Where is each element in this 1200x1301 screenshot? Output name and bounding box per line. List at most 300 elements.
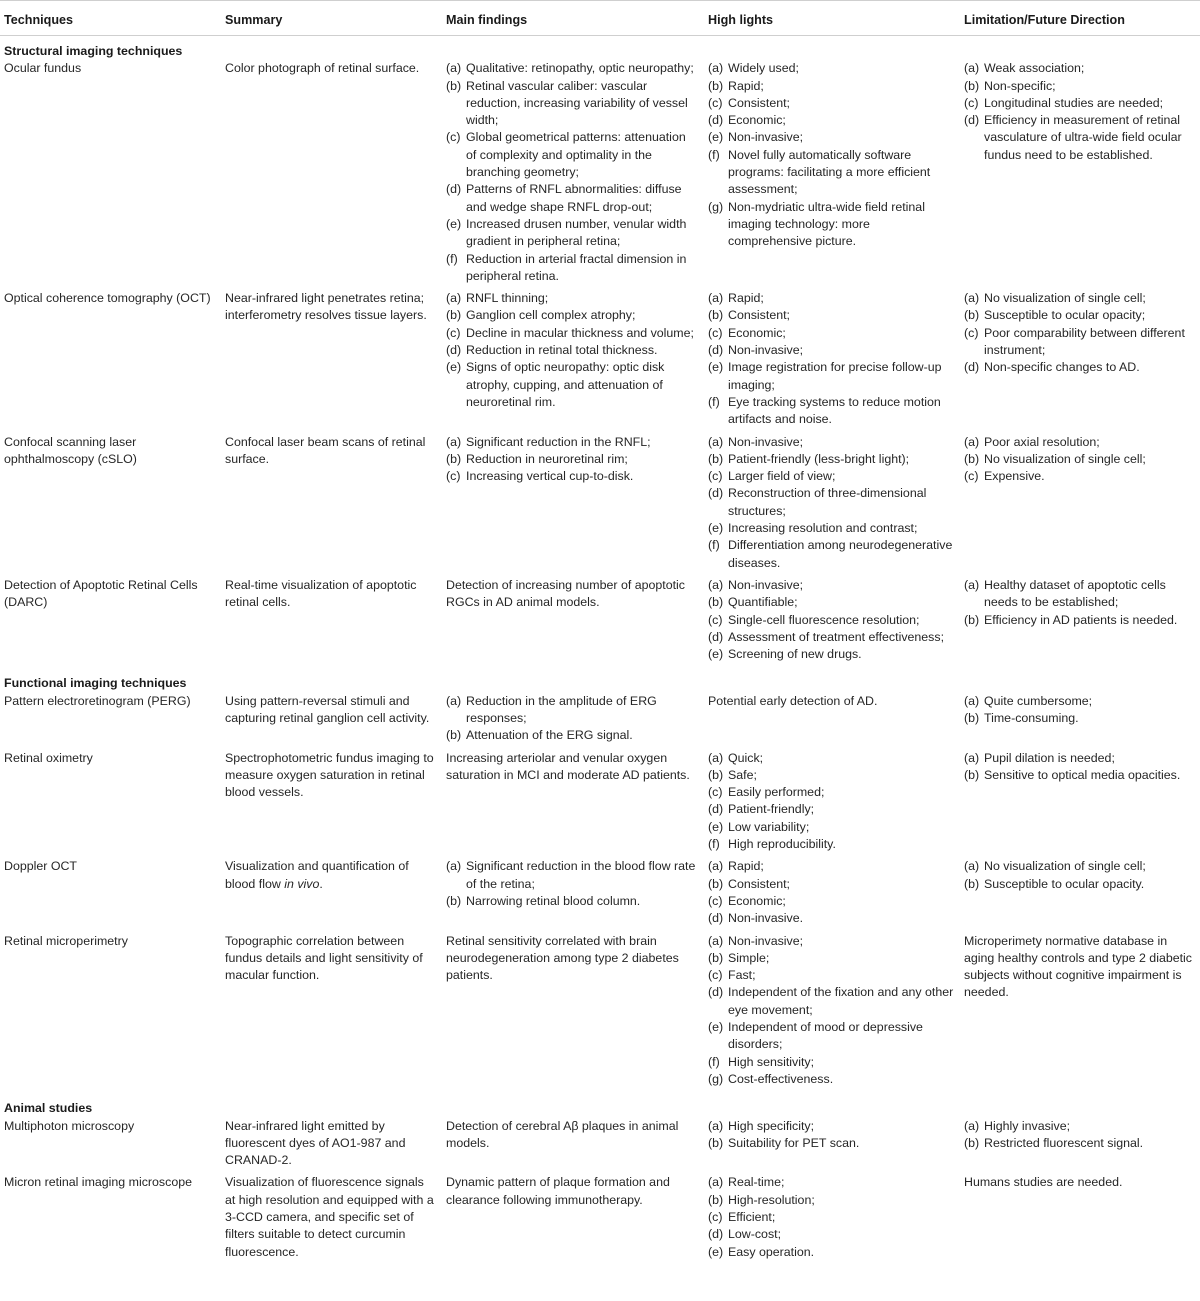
highlights-cell — [704, 1174, 960, 1265]
list-item-text: Non-mydriatic ultra-wide field retinal imaging technology: more comprehensive picture. — [728, 199, 925, 249]
list-item — [446, 129, 698, 181]
list-item-text: Patient-friendly (less-bright light); — [728, 451, 910, 466]
summary-cell-text: Topographic correlation between fundus details and light sensitivity of macular function. — [225, 933, 423, 983]
highlights-cell — [704, 60, 960, 290]
limitations-cell — [960, 434, 1200, 577]
list-item-marker: (f) — [708, 147, 720, 162]
technique-cell — [0, 858, 221, 932]
list-item-text: Eye tracking systems to reduce motion artifacts and noise. — [728, 394, 941, 427]
list-item-marker: (c) — [708, 893, 723, 908]
list-item — [964, 858, 1194, 875]
list-item-marker: (b) — [446, 728, 462, 743]
highlights-cell — [704, 858, 960, 932]
list-item-text: Qualitative: retinopathy, optic neuropathy; — [466, 61, 694, 76]
technique-cell — [0, 60, 221, 290]
list-item-text: Susceptible to ocular opacity; — [984, 308, 1146, 323]
limitations-cell-text: Humans studies are needed. — [964, 1175, 1123, 1190]
list-item — [708, 112, 954, 129]
table-body — [0, 36, 1200, 1266]
list-item-marker: (f) — [446, 251, 458, 266]
list-item — [446, 60, 698, 77]
highlights-cell — [704, 933, 960, 1094]
list-item-marker: (b) — [964, 78, 980, 93]
highlights-cell-list — [708, 290, 954, 428]
list-item-marker: (b) — [708, 451, 724, 466]
list-item — [964, 577, 1194, 612]
column-header-limitations: Limitation/Future Direction — [960, 1, 1200, 36]
list-item-marker: (a) — [708, 291, 724, 306]
list-item-text: Attenuation of the ERG signal. — [466, 728, 633, 743]
list-item — [708, 434, 954, 451]
list-item-marker: (e) — [708, 360, 724, 375]
summary-cell-text: Confocal laser beam scans of retinal surface. — [225, 434, 426, 466]
list-item — [708, 95, 954, 112]
column-header-main-findings: Main findings — [442, 1, 704, 36]
summary-cell-text: Visualization of fluorescence signals at high resolution and equipped with a 3-CCD camera, and specific set of filters suitable to detect curcumin fluorescence. — [225, 1175, 434, 1259]
list-item — [708, 129, 954, 146]
list-item — [708, 1192, 954, 1209]
list-item-text: Consistent; — [728, 308, 790, 323]
list-item-text: Non-invasive; — [728, 577, 804, 592]
highlights-cell-list — [708, 577, 954, 663]
list-item-text: Differentiation among neurodegenerative diseases. — [728, 538, 953, 570]
list-item-text: Easy operation. — [728, 1244, 815, 1259]
list-item — [708, 1019, 954, 1054]
column-header-highlights: High lights — [704, 1, 960, 36]
list-item-text: Image registration for precise follow-up imaging; — [728, 360, 942, 392]
highlights-cell — [704, 290, 960, 433]
list-item-text: Independent of mood or depressive disorders; — [728, 1020, 923, 1052]
list-item-text: Healthy dataset of apoptotic cells needs to be established; — [984, 577, 1166, 610]
list-item — [708, 612, 954, 629]
list-item-text: Non-invasive; — [728, 933, 804, 948]
technique-cell-text: Ocular fundus — [4, 61, 82, 76]
section-heading: Structural imaging techniques — [4, 44, 183, 58]
list-item-marker: (b) — [964, 710, 980, 725]
technique-cell-text: Optical coherence tomography (OCT) — [4, 291, 211, 306]
list-item-marker: (a) — [964, 1118, 980, 1133]
list-item — [964, 95, 1194, 112]
list-item — [708, 1209, 954, 1226]
highlights-cell-list — [708, 434, 954, 572]
table-row-retinal-microperimetry — [0, 933, 1200, 1094]
list-item — [964, 1118, 1194, 1135]
list-item-text: Efficiency in AD patients is needed. — [984, 612, 1178, 627]
list-item — [964, 710, 1194, 727]
limitations-cell — [960, 577, 1200, 668]
list-item-marker: (b) — [708, 595, 724, 610]
list-item — [964, 290, 1194, 307]
list-item-marker: (a) — [964, 859, 980, 874]
list-item-text: High reproducibility. — [728, 837, 836, 852]
technique-cell-text: Retinal microperimetry — [4, 933, 128, 948]
list-item-marker: (d) — [708, 113, 724, 128]
list-item — [708, 858, 954, 875]
summary-cell — [221, 434, 442, 577]
list-item-marker: (b) — [964, 876, 980, 891]
list-item-text: Patterns of RNFL abnormalities: diffuse and wedge shape RNFL drop-out; — [466, 182, 682, 214]
list-item-marker: (c) — [964, 469, 979, 484]
section-heading: Functional imaging techniques — [4, 676, 187, 691]
technique-cell-text: Multiphoton microscopy — [4, 1118, 135, 1133]
list-item — [446, 468, 698, 485]
list-item — [446, 216, 698, 251]
list-item-text: No visualization of single cell; — [984, 291, 1146, 306]
list-item-marker: (b) — [446, 308, 462, 323]
table-row-multiphoton-microscopy — [0, 1118, 1200, 1175]
list-item-text: Widely used; — [728, 61, 799, 76]
list-item-text: Efficient; — [728, 1210, 776, 1224]
list-item — [446, 434, 698, 451]
limitations-cell-list — [964, 60, 1194, 164]
list-item — [446, 451, 698, 468]
technique-cell-text: Retinal oximetry — [4, 750, 93, 765]
limitations-cell-list — [964, 434, 1194, 486]
list-item-marker: (g) — [708, 1071, 724, 1086]
list-item-marker: (f) — [708, 837, 720, 852]
list-item-marker: (c) — [708, 968, 723, 983]
list-item-text: Reduction in arterial fractal dimension in peripheral retina. — [466, 251, 687, 283]
list-item-marker: (a) — [964, 434, 980, 449]
main-findings-cell-list — [446, 693, 698, 745]
list-item-text: Suitability for PET scan. — [728, 1135, 860, 1150]
list-item — [708, 1135, 954, 1152]
list-item-marker: (e) — [446, 360, 462, 375]
list-item — [708, 485, 954, 520]
list-item-marker: (c) — [708, 469, 723, 484]
list-item — [708, 577, 954, 594]
list-item-text: Reduction in neuroretinal rim; — [466, 451, 628, 466]
list-item — [708, 1174, 954, 1191]
list-item-text: Increasing vertical cup-to-disk. — [466, 469, 634, 484]
highlights-cell-list — [708, 1174, 954, 1260]
list-item-marker: (a) — [446, 61, 462, 76]
list-item-text: Patient-friendly; — [728, 802, 815, 817]
list-item — [708, 629, 954, 646]
highlights-cell-list — [708, 750, 954, 854]
main-findings-cell-text: Dynamic pattern of plaque formation and clearance following immunotherapy. — [446, 1175, 670, 1207]
list-item — [708, 767, 954, 784]
list-item-text: Increasing resolution and contrast; — [728, 521, 918, 536]
limitations-cell-text: Microperimety normative database in aging healthy controls and type 2 diabetic subjects without cognitive impairment is needed. — [964, 933, 1193, 1000]
list-item-marker: (a) — [708, 61, 724, 76]
column-header-summary: Summary — [221, 1, 442, 36]
technique-cell — [0, 693, 221, 750]
list-item — [708, 933, 954, 950]
list-item-text: Non-invasive; — [728, 434, 804, 449]
list-item — [708, 836, 954, 853]
list-item-text: Non-invasive; — [728, 343, 804, 358]
list-item-text: Low variability; — [728, 819, 810, 834]
summary-cell — [221, 1174, 442, 1265]
list-item-text: Real-time; — [728, 1175, 785, 1190]
list-item-text: Pupil dilation is needed; — [984, 750, 1115, 765]
summary-cell-text: Color photograph of retinal surface. — [225, 61, 420, 76]
list-item-marker: (d) — [708, 1227, 724, 1242]
limitations-cell-list — [964, 1118, 1194, 1153]
list-item — [708, 537, 954, 572]
section-row — [0, 1093, 1200, 1117]
technique-cell-text: Detection of Apoptotic Retinal Cells (DARC) — [4, 577, 198, 610]
list-item — [964, 78, 1194, 95]
list-item — [708, 359, 954, 394]
highlights-cell — [704, 577, 960, 668]
summary-end: . — [319, 876, 323, 891]
highlights-cell-list — [708, 60, 954, 250]
list-item — [446, 727, 698, 744]
list-item-marker: (d) — [708, 629, 724, 644]
highlights-cell — [704, 693, 960, 750]
list-item — [446, 307, 698, 324]
main-findings-cell-list — [446, 290, 698, 411]
list-item — [708, 876, 954, 893]
list-item — [964, 876, 1194, 893]
list-item — [708, 967, 954, 984]
list-item-marker: (d) — [964, 113, 980, 128]
list-item — [446, 325, 698, 342]
list-item — [708, 1118, 954, 1135]
list-item — [964, 767, 1194, 784]
limitations-cell — [960, 1174, 1200, 1265]
limitations-cell-list — [964, 577, 1194, 629]
main-findings-cell-text: Detection of cerebral Aβ plaques in animal models. — [446, 1118, 679, 1150]
list-item-marker: (c) — [446, 130, 461, 145]
list-item-marker: (d) — [708, 985, 724, 1000]
list-item-text: Decline in macular thickness and volume; — [466, 325, 694, 340]
list-item-text: Poor axial resolution; — [984, 434, 1100, 449]
list-item-marker: (a) — [446, 291, 462, 306]
table-row-optical-coherence-tomography-oct — [0, 290, 1200, 433]
list-item — [446, 181, 698, 216]
column-header-techniques: Techniques — [0, 1, 221, 36]
main-findings-cell — [442, 693, 704, 750]
list-item-text: Non-invasive; — [728, 130, 804, 145]
summary-cell-text: Spectrophotometric fundus imaging to measure oxygen saturation in retinal blood vessels. — [225, 750, 434, 800]
list-item-text: No visualization of single cell; — [984, 451, 1146, 466]
main-findings-cell — [442, 434, 704, 577]
list-item-text: Increased drusen number, venular width gradient in peripheral retina; — [466, 216, 687, 249]
list-item-text: Longitudinal studies are needed; — [984, 95, 1164, 110]
list-item-marker: (b) — [964, 612, 980, 627]
list-item-marker: (b) — [708, 78, 724, 93]
list-item — [708, 394, 954, 429]
list-item-text: Retinal vascular caliber: vascular reduction, increasing variability of vessel width; — [466, 78, 688, 128]
list-item — [708, 325, 954, 342]
main-findings-cell-text: Detection of increasing number of apoptotic RGCs in AD animal models. — [446, 577, 686, 610]
list-item-marker: (e) — [708, 819, 724, 834]
technique-cell — [0, 933, 221, 1094]
list-item — [708, 290, 954, 307]
technique-cell-text: Pattern electroretinogram (PERG) — [4, 693, 191, 708]
table-row-retinal-oximetry — [0, 750, 1200, 859]
summary-cell — [221, 60, 442, 290]
list-item-marker: (f) — [708, 538, 720, 553]
list-item — [708, 1244, 954, 1261]
main-findings-cell — [442, 858, 704, 932]
list-item — [708, 984, 954, 1019]
list-item-marker: (c) — [964, 325, 979, 340]
main-findings-cell — [442, 1174, 704, 1265]
list-item — [446, 893, 698, 910]
list-item — [964, 468, 1194, 485]
limitations-cell-list — [964, 290, 1194, 376]
list-item — [708, 451, 954, 468]
highlights-cell-list — [708, 1118, 954, 1153]
technique-cell — [0, 1174, 221, 1265]
list-item-text: Reduction in the amplitude of ERG responses; — [466, 693, 657, 725]
list-item-text: Sensitive to optical media opacities. — [984, 767, 1181, 782]
list-item-text: Weak association; — [984, 61, 1085, 76]
list-item-text: Safe; — [728, 767, 757, 782]
list-item-text: Assessment of treatment effectiveness; — [728, 629, 945, 644]
technique-cell-text: Confocal scanning laser ophthalmoscopy (cSLO) — [4, 434, 137, 466]
list-item — [446, 251, 698, 286]
list-item-marker: (e) — [708, 521, 724, 536]
list-item — [964, 451, 1194, 468]
list-item-marker: (a) — [964, 291, 980, 306]
list-item-text: High specificity; — [728, 1118, 815, 1133]
list-item — [964, 307, 1194, 324]
technique-cell-text: Doppler OCT — [4, 859, 77, 874]
list-item-marker: (a) — [708, 750, 724, 765]
table-row-ocular-fundus — [0, 60, 1200, 290]
list-item — [708, 1054, 954, 1071]
list-item — [964, 1135, 1194, 1152]
list-item — [708, 60, 954, 77]
list-item-text: Rapid; — [728, 78, 764, 93]
list-item — [964, 693, 1194, 710]
limitations-cell-list — [964, 693, 1194, 728]
summary-cell — [221, 693, 442, 750]
list-item-marker: (a) — [964, 750, 980, 765]
list-item-marker: (a) — [446, 859, 462, 874]
technique-cell — [0, 290, 221, 433]
technique-cell-text: Micron retinal imaging microscope — [4, 1175, 192, 1190]
list-item-marker: (c) — [964, 95, 979, 110]
list-item-text: Fast; — [728, 968, 756, 983]
limitations-cell — [960, 933, 1200, 1094]
list-item — [446, 290, 698, 307]
list-item — [446, 858, 698, 893]
list-item-text: High sensitivity; — [728, 1054, 815, 1069]
list-item-text: Cost-effectiveness. — [728, 1071, 834, 1086]
list-item-text: Expensive. — [984, 469, 1045, 484]
limitations-cell-list — [964, 858, 1194, 893]
list-item-text: Screening of new drugs. — [728, 647, 862, 662]
list-item-marker: (b) — [964, 767, 980, 782]
summary-cell-text: Near-infrared light emitted by fluorescent dyes of AO1-987 and CRANAD-2. — [225, 1118, 406, 1168]
list-item-marker: (e) — [708, 647, 724, 662]
list-item-text: Economic; — [728, 893, 786, 908]
main-findings-cell-text: Increasing arteriolar and venular oxygen saturation in MCI and moderate AD patients. — [446, 750, 690, 782]
main-findings-cell — [442, 933, 704, 1094]
list-item — [708, 1226, 954, 1243]
limitations-cell — [960, 290, 1200, 433]
list-item-text: Rapid; — [728, 859, 764, 874]
list-item-marker: (b) — [708, 767, 724, 782]
list-item-marker: (c) — [708, 785, 723, 800]
list-item-text: Simple; — [728, 950, 770, 965]
list-item-text: Reduction in retinal total thickness. — [466, 343, 658, 358]
list-item-text: Independent of the fixation and any other eye movement; — [728, 985, 954, 1017]
technique-cell — [0, 750, 221, 859]
list-item-marker: (a) — [446, 693, 462, 708]
list-item — [964, 434, 1194, 451]
list-item-marker: (a) — [708, 434, 724, 449]
list-item-text: Single-cell fluorescence resolution; — [728, 612, 920, 627]
technique-cell — [0, 434, 221, 577]
list-item — [708, 646, 954, 663]
list-item-marker: (d) — [964, 360, 980, 375]
list-item-text: Consistent; — [728, 876, 790, 891]
list-item — [708, 307, 954, 324]
list-item-text: Reconstruction of three-dimensional structures; — [728, 486, 927, 518]
list-item — [708, 784, 954, 801]
list-item-marker: (a) — [446, 434, 462, 449]
list-item-text: Narrowing retinal blood column. — [466, 893, 641, 908]
list-item — [964, 750, 1194, 767]
list-item — [708, 819, 954, 836]
list-item-marker: (c) — [708, 95, 723, 110]
main-findings-cell-text: Retinal sensitivity correlated with brain neurodegeneration among type 2 diabetes patients. — [446, 933, 679, 983]
list-item-text: Economic; — [728, 113, 786, 128]
list-item-marker: (g) — [708, 199, 724, 214]
summary-cell-text: Near-infrared light penetrates retina; interferometry resolves tissue layers. — [225, 291, 427, 323]
highlights-cell-list — [708, 858, 954, 927]
list-item-marker: (c) — [446, 325, 461, 340]
list-item-marker: (c) — [446, 469, 461, 484]
summary-cell — [221, 290, 442, 433]
list-item-marker: (c) — [708, 325, 723, 340]
list-item-marker: (b) — [446, 451, 462, 466]
table-row-detection-of-apoptotic-retinal-cells-dar — [0, 577, 1200, 668]
list-item-text: Efficiency in measurement of retinal vasculature of ultra-wide field ocular fundus need to be established. — [984, 113, 1182, 162]
list-item-text: Consistent; — [728, 95, 790, 110]
list-item-marker: (e) — [708, 1244, 724, 1259]
list-item-marker: (c) — [708, 1210, 723, 1224]
main-findings-cell-list — [446, 858, 698, 910]
list-item — [708, 78, 954, 95]
list-item-marker: (b) — [446, 78, 462, 93]
table-header — [0, 1, 1200, 36]
highlights-cell-list — [708, 933, 954, 1089]
main-findings-cell — [442, 750, 704, 859]
list-item — [708, 910, 954, 927]
main-findings-cell — [442, 290, 704, 433]
list-item-marker: (b) — [708, 1135, 724, 1150]
list-item — [446, 78, 698, 130]
table-row-micron-retinal-imaging-microscope — [0, 1174, 1200, 1265]
list-item-text: Easily performed; — [728, 785, 825, 800]
highlights-cell-text: Potential early detection of AD. — [708, 693, 878, 708]
list-item — [964, 112, 1194, 164]
list-item-text: Rapid; — [728, 291, 764, 306]
summary-cell — [221, 858, 442, 932]
highlights-cell — [704, 1118, 960, 1175]
list-item-marker: (a) — [708, 933, 724, 948]
technique-cell — [0, 577, 221, 668]
main-findings-cell — [442, 577, 704, 668]
table-row-doppler-oct — [0, 858, 1200, 932]
list-item — [708, 342, 954, 359]
limitations-cell — [960, 1118, 1200, 1175]
list-item-marker: (a) — [964, 577, 980, 592]
list-item-marker: (a) — [708, 859, 724, 874]
limitations-cell — [960, 750, 1200, 859]
list-item-text: Highly invasive; — [984, 1118, 1071, 1133]
list-item — [708, 520, 954, 537]
table-row-pattern-electroretinogram-perg — [0, 693, 1200, 750]
